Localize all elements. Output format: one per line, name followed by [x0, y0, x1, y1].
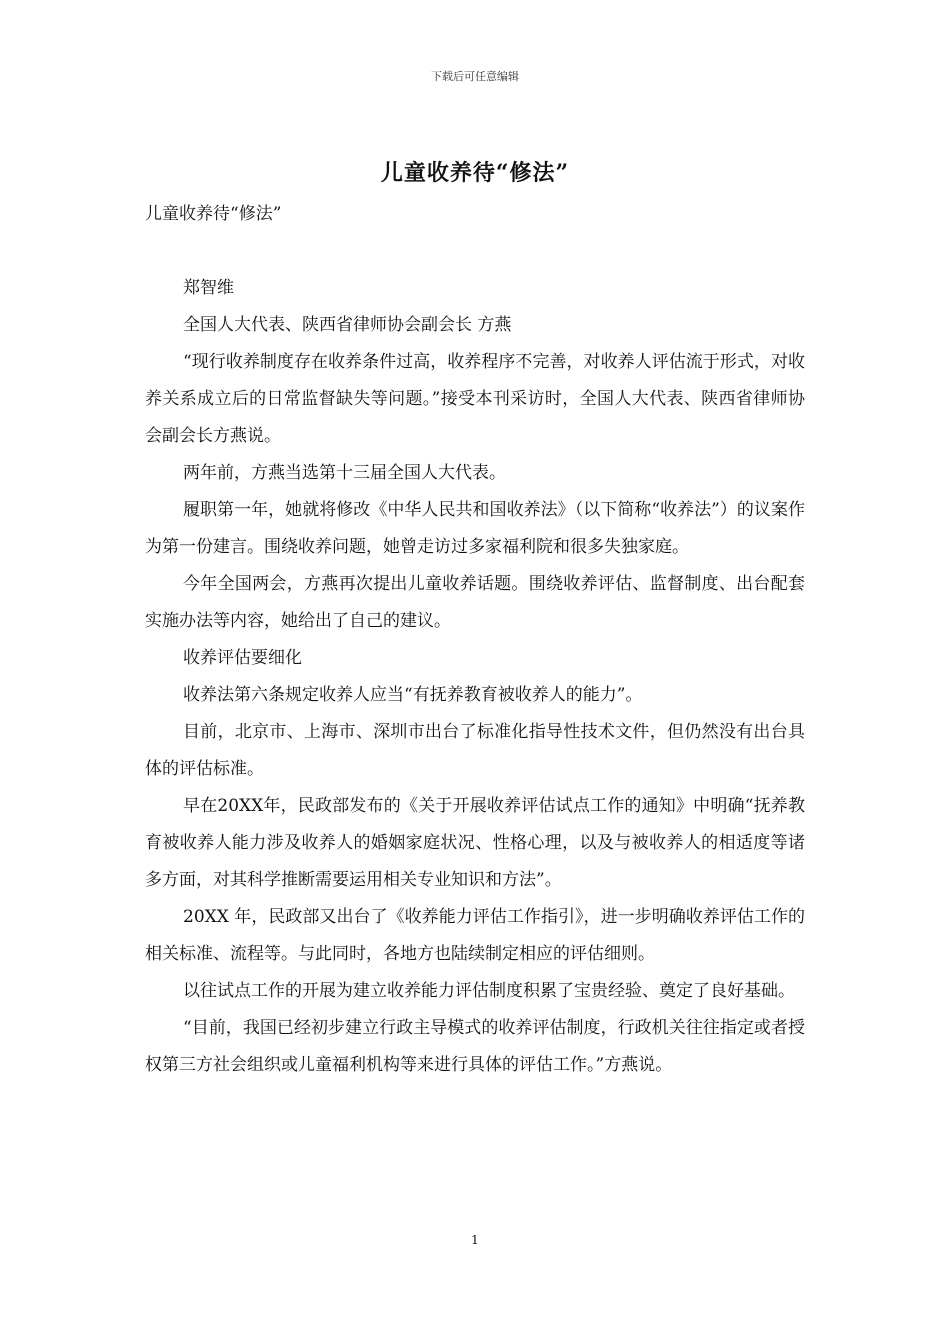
- section-heading: 收养评估要细化: [183, 648, 302, 668]
- page-number: 1: [471, 1233, 479, 1247]
- paragraph: 早在20XX年，民政部发布的《关于开展收养评估试点工作的通知》中明确“抚养教育被收养人能力涉及收养人的婚姻家庭状况、性格心理，以及与被收养人的相适度等诸多方面，对其科学推断需要运用相关专业知识和方法”。: [145, 796, 805, 890]
- paragraph: “目前，我国已经初步建立行政主导模式的收养评估制度，行政机关往往指定或者授权第三方社会组织或儿童福利机构等来进行具体的评估工作。”方燕说。: [145, 1018, 805, 1075]
- document-body: [145, 196, 805, 1084]
- paragraph: 两年前，方燕当选第十三届全国人大代表。: [183, 463, 506, 483]
- paragraph: 目前，北京市、上海市、深圳市出台了标准化指导性技术文件，但仍然没有出台具体的评估标准。: [145, 722, 805, 779]
- paragraph: 履职第一年，她就将修改《中华人民共和国收养法》（以下简称“收养法”）的议案作为第一份建言。围绕收养问题，她曾走访过多家福利院和很多失独家庭。: [145, 500, 805, 557]
- author-line: 郑智维: [183, 278, 234, 298]
- blank-line: [145, 233, 805, 270]
- paragraph: 收养法第六条规定收养人应当“有抚养教育被收养人的能力”。: [183, 685, 643, 705]
- paragraph: 今年全国两会，方燕再次提出儿童收养话题。围绕收养评估、监督制度、出台配套实施办法等内容，她给出了自己的建议。: [145, 574, 805, 631]
- page-header-note: 下载后可任意编辑: [431, 70, 519, 83]
- paragraph: “现行收养制度存在收养条件过高，收养程序不完善，对收养人评估流于形式，对收养关系成立后的日常监督缺失等问题。”接受本刊采访时，全国人大代表、陕西省律师协会副会长方燕说。: [145, 352, 805, 446]
- document-title: 儿童收养待“修法”: [380, 160, 570, 186]
- paragraph: 以往试点工作的开展为建立收养能力评估制度积累了宝贵经验、奠定了良好基础。: [183, 981, 795, 1001]
- interviewee-line: 全国人大代表、陕西省律师协会副会长 方燕: [183, 315, 512, 335]
- paragraph: 20XX 年，民政部又出台了《收养能力评估工作指引》，进一步明确收养评估工作的相关标准、流程等。与此同时，各地方也陆续制定相应的评估细则。: [145, 907, 805, 964]
- subtitle-line: 儿童收养待“修法”: [145, 204, 282, 224]
